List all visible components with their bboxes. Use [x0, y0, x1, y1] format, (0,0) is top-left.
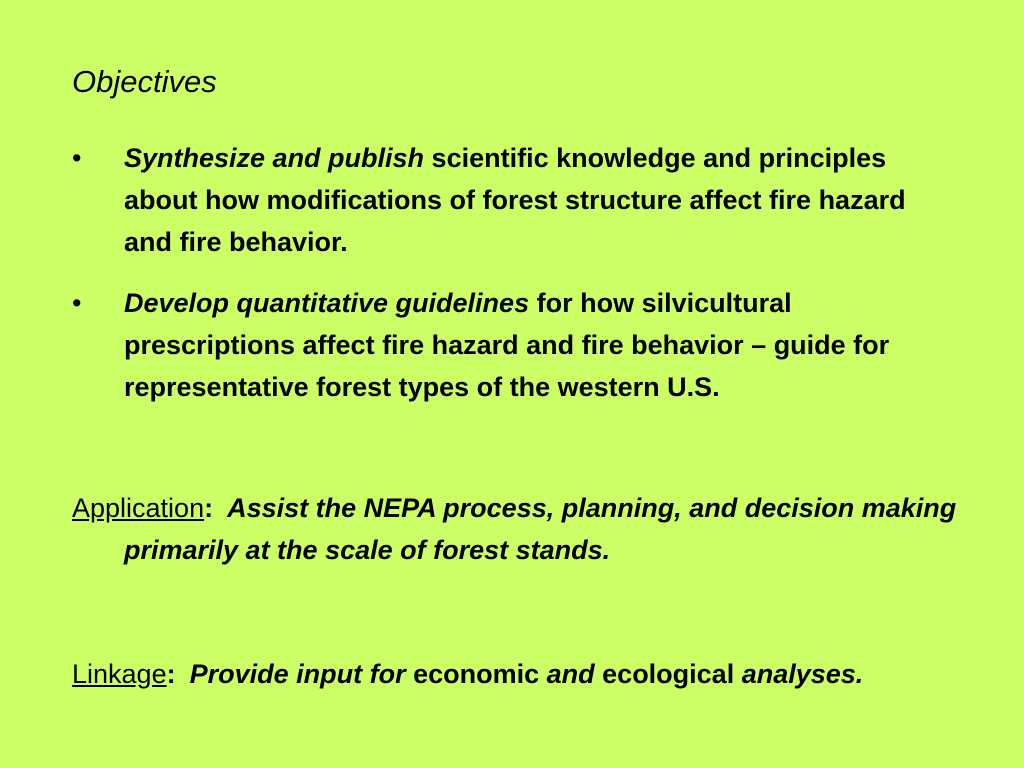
- linkage-part-3: and: [546, 659, 595, 689]
- application-label: Application: [72, 493, 205, 523]
- linkage-part-5: analyses.: [741, 659, 864, 689]
- bullet-item-develop: [72, 282, 952, 408]
- bullet-text: [124, 282, 952, 408]
- slide-title: Objectives: [72, 64, 217, 99]
- application-colon: :: [204, 493, 214, 523]
- bullet-rest: scientific knowledge and principles about how modifications of forest structure affect fire hazard and fire behavior.: [124, 143, 906, 257]
- bullet-rest: for how silvicultural prescriptions affect fire hazard and fire behavior – guide for representative forest types of the western U.S.: [124, 288, 890, 402]
- linkage-label: Linkage: [72, 659, 167, 689]
- bullet-emphasis: Develop quantitative guidelines: [124, 288, 530, 318]
- bullet-text: [124, 137, 952, 263]
- linkage-part-2: economic: [405, 659, 547, 689]
- bullet-emphasis: Synthesize and publish: [124, 143, 425, 173]
- application-text: Assist the NEPA process, planning, and decision making primarily at the scale of forest stands.: [124, 493, 957, 565]
- linkage-part-1: Provide input for: [189, 659, 406, 689]
- bullet-item-synthesize: [72, 137, 952, 263]
- bullet-point-icon: •: [72, 288, 82, 318]
- linkage-paragraph: [72, 653, 1004, 695]
- bullet-point-icon: •: [72, 143, 82, 173]
- linkage-part-4: ecological: [594, 659, 742, 689]
- linkage-colon: :: [166, 659, 176, 689]
- application-paragraph: [72, 487, 1004, 571]
